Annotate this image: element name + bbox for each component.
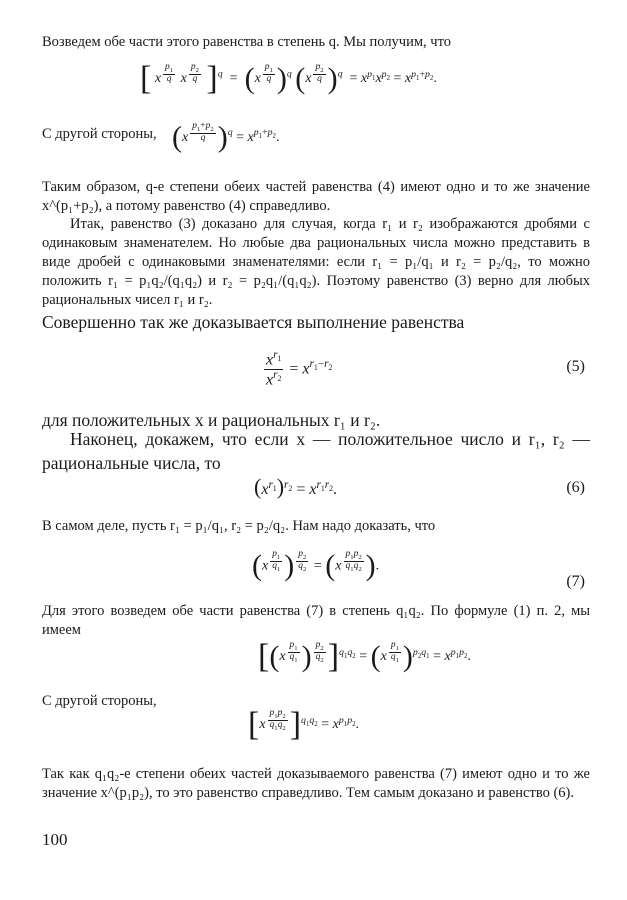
equation-7: (x $^{\frac{p_1}{q_1}}$ ) $^{\frac{p_2}{q_2}}$ = (x $^{\frac{p_1p_2}{q_1q_2}}$ ).: [252, 549, 380, 583]
paragraph-5: Совершенно так же доказывается выполнение равенства: [42, 312, 465, 332]
paragraph-7: Наконец, докажем, что если x — положительное число и r₁, r₂ — рациональные числа, то: [42, 429, 590, 473]
paragraph-1: Возведем обе части этого равенства в степень q. Мы получим, что: [42, 34, 451, 50]
equation-7-number: (7): [566, 573, 585, 590]
equation-other-side-2: [x $^{\frac{p_1p_2}{q_1q_2}}$ ]$^{q_1q_2} = x^{p_1p_2}$.: [248, 706, 360, 743]
equation-5-number: (5): [566, 358, 585, 375]
paragraph-6: для положительных x и рациональных r₁ и r₂.: [42, 410, 381, 430]
paragraph-2-lead: С другой стороны,: [42, 126, 157, 142]
equation-other-side: (x $^{\frac{p_1+p_2}{q}}$ )$^q = x^{p_1+p_2}$.: [172, 120, 280, 154]
equation-5: $\frac{x^{r_1}}{x^{r_2}}$ = $x^{r_1-r_2}$: [266, 349, 333, 389]
equation-6: $(x^{r_1})^{r_2} = x^{r_1r_2}$.: [254, 474, 338, 499]
paragraph-10: С другой стороны,: [42, 693, 157, 709]
paragraph-4: Итак, равенство (3) доказано для случая, когда r₁ и r₂ изображаются дробями с одинаковым знаменателем. Но любые два рациональных числа можно представить в виде дробей с одинаковыми знаменателями: если r₁ = p₁/q₁ и r₂ = p₂/q₂, то можно положить r₁ = p₁q₂/(q₁q₂) и r₂ = p₂q₁/(q₁q₂). Поэтому равенство (3) верно для любых рациональных чисел r₁ и r₂.: [42, 216, 590, 308]
paragraph-3: Таким образом, q-е степени обеих частей равенства (4) имеют одно и то же значение x^(p₁+p₂), а потому равенство (4) справедливо.: [42, 179, 590, 214]
page-number: 100: [42, 830, 68, 849]
paragraph-9: Для этого возведем обе части равенства (7) в степень q₁q₂. По формуле (1) п. 2, мы имеем: [42, 603, 590, 638]
equation-power-q: [ x $^{\frac{p_1}{q}}$ x $^{\frac{p_2}{q}}$ ]$^q$ = (x $^{\frac{p_1}{q}}$ )$^q$ (x $^{\frac{p_2}{q}}$ )$^q = x^{p_1}x^{p_2} = x^{p_1+p_2}$.: [140, 60, 437, 97]
equation-6-number: (6): [566, 479, 585, 496]
paragraph-8: В самом деле, пусть r₁ = p₁/q₁, r₂ = p₂/q₂. Нам надо доказать, что: [42, 518, 436, 534]
paragraph-11: Так как q₁q₂-е степени обеих частей доказываемого равенства (7) имеют одно и то же значение x^(p₁p₂), то это равенство справедливо. Тем самым доказано и равенство (6).: [42, 766, 590, 801]
equation-power-q1q2: [(x $^{\frac{p_1}{q_1}}$ ) $^{\frac{p_2}{q_2}}$ ]$^{q_1q_2}$ = (x $^{\frac{p_1}{q_1}}$ )$^{p_2q_1} = x^{p_1p_2}$.: [258, 638, 471, 675]
